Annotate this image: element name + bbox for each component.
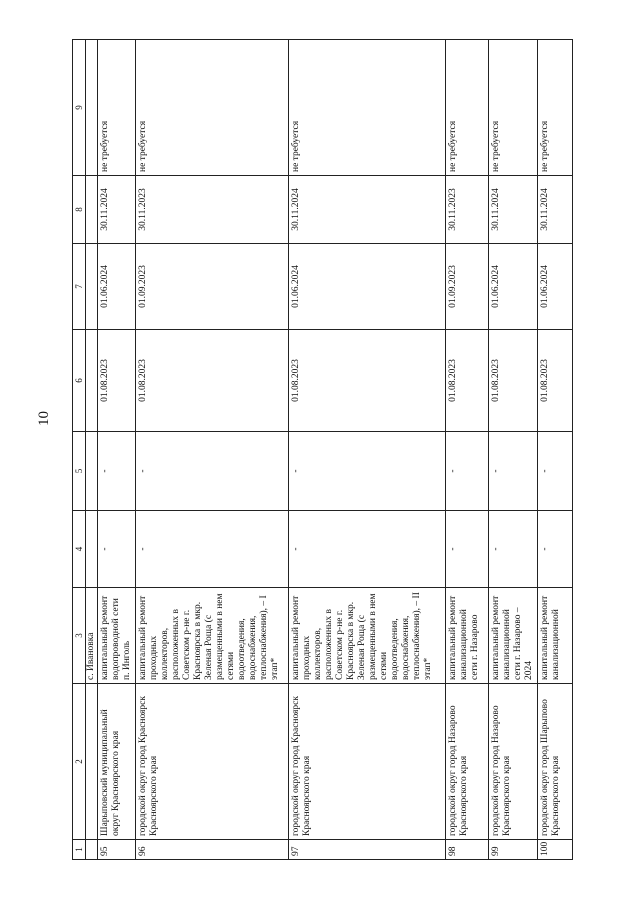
col5-cell: - <box>446 432 489 511</box>
col5-cell: - <box>98 432 136 511</box>
table-cell <box>86 40 98 176</box>
column-header: 8 <box>73 176 86 244</box>
date-cell: 01.06.2024 <box>489 244 538 330</box>
date-cell: 30.11.2024 <box>98 176 136 244</box>
rotated-table-container <box>72 40 561 860</box>
col4-cell: - <box>98 511 136 588</box>
table-cell <box>86 244 98 330</box>
date-cell: 01.08.2023 <box>289 330 446 432</box>
work-cell: капитальный ремонт проходных коллекторов, расположенных в Советском р-не г. Красноярска в мкр. Зеленая Роща (с размещенными в нем сетями водоотведения, водоснабжения, теплоснабжения), – II этап* <box>289 588 446 684</box>
date-cell: 01.08.2023 <box>98 330 136 432</box>
col4-cell: - <box>136 511 289 588</box>
table-row <box>538 40 573 860</box>
column-header: 6 <box>73 330 86 432</box>
status-cell: не требуется <box>446 40 489 176</box>
date-cell: 01.08.2023 <box>446 330 489 432</box>
row-number: 98 <box>446 840 489 860</box>
table-row <box>446 40 489 860</box>
date-cell: 01.09.2023 <box>136 244 289 330</box>
status-cell: не требуется <box>136 40 289 176</box>
date-cell: 30.11.2024 <box>289 176 446 244</box>
table-cell <box>86 511 98 588</box>
date-cell: 01.06.2024 <box>98 244 136 330</box>
table-row <box>136 40 289 860</box>
col5-cell: - <box>538 432 573 511</box>
column-header: 5 <box>73 432 86 511</box>
municipality-cell: городской округ город Шарыпово Красноярского края <box>538 684 573 840</box>
work-cell: капитальный ремонт водопроводной сети п. Инголь <box>98 588 136 684</box>
date-cell: 30.11.2024 <box>489 176 538 244</box>
table-cell <box>86 432 98 511</box>
column-header: 2 <box>73 684 86 840</box>
column-header: 3 <box>73 588 86 684</box>
date-cell: 01.06.2024 <box>538 244 573 330</box>
locality-cell: с. Ивановка <box>86 588 98 684</box>
work-cell: капитальный ремонт канализационной сети г. Назарово – 2024 <box>489 588 538 684</box>
table-cell <box>86 684 98 840</box>
municipality-cell: городской округ город Красноярск Красноярского края <box>289 684 446 840</box>
table-cell <box>86 176 98 244</box>
row-number: 97 <box>289 840 446 860</box>
table-cell <box>86 840 98 860</box>
work-cell: капитальный ремонт канализационной сети г. Назарово <box>446 588 489 684</box>
column-header: 7 <box>73 244 86 330</box>
date-cell: 30.11.2024 <box>538 176 573 244</box>
municipality-cell: городской округ город Назарово Красноярского края <box>489 684 538 840</box>
status-cell: не требуется <box>489 40 538 176</box>
page-number: 10 <box>36 411 52 426</box>
municipality-cell: Шарыповский муниципальный округ Красноярского края <box>98 684 136 840</box>
column-header: 1 <box>73 840 86 860</box>
table-row <box>289 40 446 860</box>
column-number-row <box>73 40 86 860</box>
col4-cell: - <box>446 511 489 588</box>
municipality-cell: городской округ город Красноярск Красноярского края <box>136 684 289 840</box>
continuation-row <box>86 40 98 860</box>
column-header: 9 <box>73 40 86 176</box>
work-cell: капитальный ремонт канализационной <box>538 588 573 684</box>
row-number: 95 <box>98 840 136 860</box>
table-row <box>489 40 538 860</box>
row-number: 96 <box>136 840 289 860</box>
date-cell: 30.11.2023 <box>136 176 289 244</box>
col4-cell: - <box>489 511 538 588</box>
status-cell: не требуется <box>289 40 446 176</box>
status-cell: не требуется <box>538 40 573 176</box>
col4-cell: - <box>538 511 573 588</box>
col5-cell: - <box>489 432 538 511</box>
work-cell: капитальный ремонт проходных коллекторов, расположенных в Советском р-не г. Красноярска в мкр. Зеленая Роща (с размещенными в нем сетями водоотведения, водоснабжения, теплоснабжения), – I этап* <box>136 588 289 684</box>
row-number: 99 <box>489 840 538 860</box>
schedule-table <box>72 39 573 860</box>
col5-cell: - <box>289 432 446 511</box>
date-cell: 01.08.2023 <box>136 330 289 432</box>
date-cell: 01.09.2023 <box>446 244 489 330</box>
date-cell: 01.08.2023 <box>489 330 538 432</box>
date-cell: 30.11.2023 <box>446 176 489 244</box>
municipality-cell: городской округ город Назарово Красноярского края <box>446 684 489 840</box>
status-cell: не требуется <box>98 40 136 176</box>
table-row <box>98 40 136 860</box>
table-cell <box>86 330 98 432</box>
date-cell: 01.08.2023 <box>538 330 573 432</box>
column-header: 4 <box>73 511 86 588</box>
col4-cell: - <box>289 511 446 588</box>
col5-cell: - <box>136 432 289 511</box>
row-number: 100 <box>538 840 573 860</box>
date-cell: 01.06.2024 <box>289 244 446 330</box>
